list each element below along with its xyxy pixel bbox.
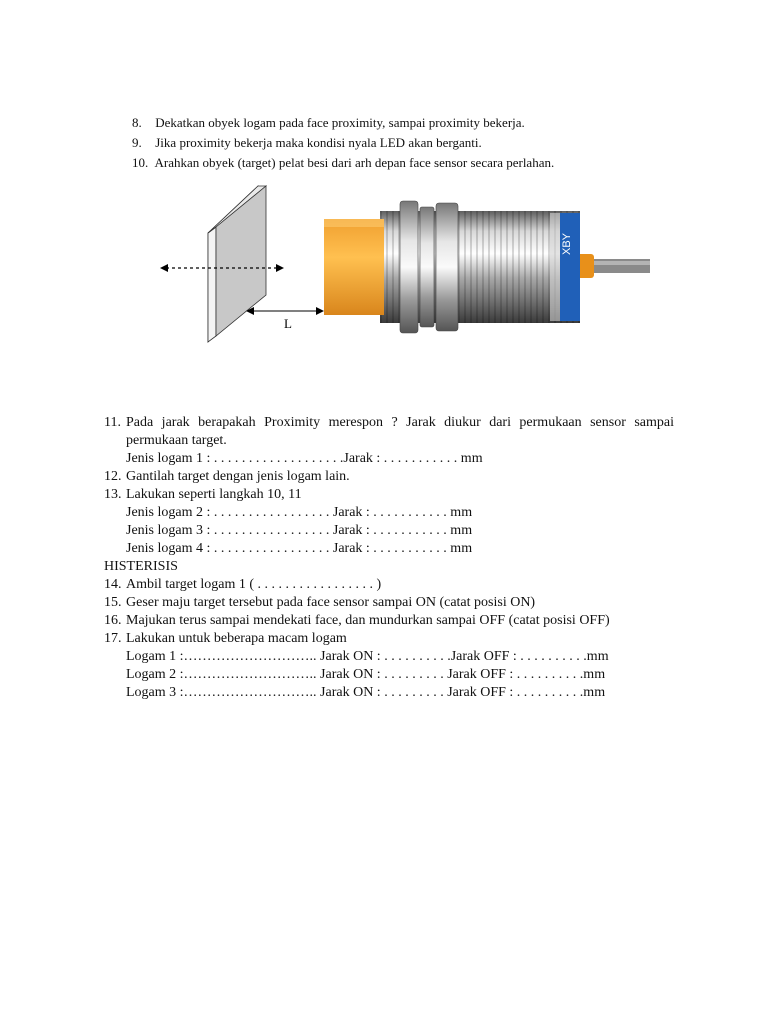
step-number: 12.: [104, 469, 122, 484]
step-13: [104, 486, 674, 558]
step-number: 13.: [104, 487, 122, 502]
step-number: 17.: [104, 631, 122, 646]
step-text: Arahkan obyek (target) pelat besi dari arh depan face sensor secara perlahan.: [154, 155, 555, 170]
step-number: 14.: [104, 577, 122, 592]
step-text-continued: permukaan target.: [126, 433, 227, 448]
distance-dimension: [246, 307, 324, 331]
step-number: 10.: [132, 155, 149, 170]
step-number: 9.: [132, 135, 142, 150]
measurement-row: Jenis logam 2 : . . . . . . . . . . . . . . . . . Jarak : . . . . . . . . . . . mm: [126, 505, 473, 520]
step-16: [104, 612, 674, 630]
step-text: Lakukan untuk beberapa macam logam: [126, 631, 347, 646]
step-8: [132, 113, 554, 133]
step-17: [104, 630, 674, 702]
step-number: 16.: [104, 613, 122, 628]
top-step-list: [132, 113, 554, 173]
section-heading: HISTERISIS: [104, 559, 178, 574]
step-text: Dekatkan obyek logam pada face proximity, sampai proximity bekerja.: [155, 115, 525, 130]
step-15: [104, 594, 674, 612]
step-text: Majukan terus sampai mendekati face, dan mundurkan sampai OFF (catat posisi OFF): [126, 613, 610, 628]
step-number: 8.: [132, 115, 142, 130]
step-14: [104, 576, 674, 594]
step-text: Gantilah target dengan jenis logam lain.: [126, 469, 350, 484]
sensor-photo: [324, 185, 650, 353]
step-text: Geser maju target tersebut pada face sensor sampai ON (catat posisi ON): [126, 595, 536, 610]
procedure-list: [104, 414, 674, 702]
step-9: [132, 133, 554, 153]
step-11: [104, 414, 674, 468]
step-10: [132, 153, 554, 173]
step-number: 15.: [104, 595, 122, 610]
measurement-row: Logam 3 :……………………….. Jarak ON : . . . . . . . . . Jarak OFF : . . . . . . . . . .mm: [126, 685, 606, 700]
step-text: Lakukan seperti langkah 10, 11: [126, 487, 302, 502]
measurement-row: Logam 1 :……………………….. Jarak ON : . . . . . . . . . .Jarak OFF : . . . . . . . . . .mm: [126, 649, 609, 664]
proximity-sensor-figure: [150, 183, 650, 358]
step-12: [104, 468, 674, 486]
step-text: Jika proximity bekerja maka kondisi nyala LED akan berganti.: [155, 135, 482, 150]
figure-drawing: [150, 183, 650, 358]
measurement-row: Jenis logam 4 : . . . . . . . . . . . . . . . . . Jarak : . . . . . . . . . . . mm: [126, 541, 473, 556]
step-text: Ambil target logam 1 ( . . . . . . . . . . . . . . . . . ): [126, 577, 382, 592]
target-plate: [208, 186, 266, 342]
measurement-row: Jenis logam 3 : . . . . . . . . . . . . . . . . . Jarak : . . . . . . . . . . . mm: [126, 523, 473, 538]
sensor-brand-text: XBY: [561, 232, 573, 255]
step-number: 11.: [104, 415, 121, 430]
distance-label: L: [284, 316, 292, 331]
measurement-row: Logam 2 :……………………….. Jarak ON : . . . . . . . . . Jarak OFF : . . . . . . . . . .mm: [126, 667, 606, 682]
step-text: Pada jarak berapakah Proximity merespon ? Jarak diukur dari permukaan sensor sampai: [126, 415, 674, 430]
measurement-row: Jenis logam 1 : . . . . . . . . . . . . . . . . . . .Jarak : . . . . . . . . . . . mm: [126, 451, 483, 466]
